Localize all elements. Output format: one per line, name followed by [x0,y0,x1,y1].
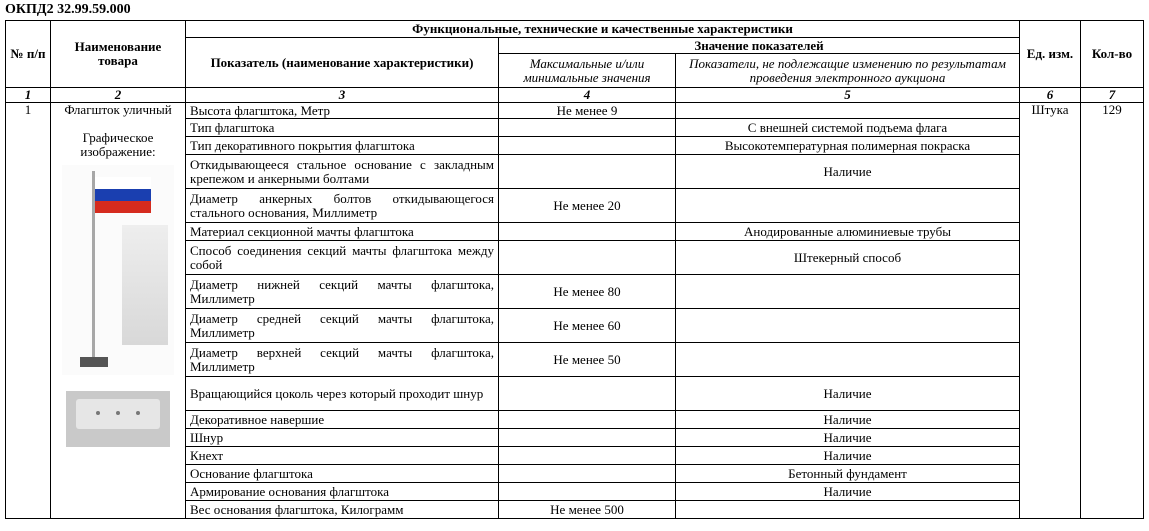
param-minmax-value [499,241,676,275]
russian-flag [95,177,151,213]
spec-table [5,20,1144,519]
param-fixed-value: Штекерный способ [676,241,1020,275]
param-minmax-value [499,377,676,411]
param-name: Тип декоративного покрытия флагштока [186,137,499,155]
header-indicator: Показатель (наименование характеристики) [186,38,499,88]
param-minmax-value [499,429,676,447]
col-number: 3 [186,88,499,103]
building-background [122,225,168,345]
param-minmax-value [499,155,676,189]
param-fixed-value [676,501,1020,519]
param-minmax-value: Не менее 80 [499,275,676,309]
item-unit: Штука [1020,103,1081,519]
param-fixed-value: С внешней системой подъема флага [676,119,1020,137]
col-number: 7 [1081,88,1144,103]
flagpole-image [62,165,174,375]
param-name: Шнур [186,429,499,447]
col-number: 6 [1020,88,1081,103]
param-name: Вес основания флагштока, Килограмм [186,501,499,519]
param-name: Высота флагштока, Метр [186,103,499,119]
param-fixed-value [676,343,1020,377]
param-name: Диаметр нижней секций мачты флагштока, Миллиметр [186,275,499,309]
param-minmax-value [499,447,676,465]
param-name: Диаметр верхней секций мачты флагштока, Миллиметр [186,343,499,377]
param-name: Вращающийся цоколь через который проходит шнур [186,377,499,411]
param-minmax-value [499,137,676,155]
flag-stripe-red [95,201,151,213]
param-fixed-value [676,103,1020,119]
param-fixed-value [676,275,1020,309]
param-name: Диаметр средней секций мачты флагштока, Миллиметр [186,309,499,343]
param-name: Способ соединения секций мачты флагштока между собой [186,241,499,275]
param-fixed-value [676,189,1020,223]
param-name: Откидывающееся стальное основание с закладным крепежом и анкерными болтами [186,155,499,189]
param-fixed-value: Высокотемпературная полимерная покраска [676,137,1020,155]
item-name: Флагшток уличный [64,102,172,117]
col-number: 1 [6,88,51,103]
item-product-cell [51,103,186,519]
param-minmax-value [499,483,676,501]
header-qty: Кол-во [1081,21,1144,88]
param-name: Основание флагштока [186,465,499,483]
anchor-bolt [96,411,100,415]
param-name: Тип флагштока [186,119,499,137]
param-fixed-value: Бетонный фундамент [676,465,1020,483]
col-number: 5 [676,88,1020,103]
anchor-bolt [116,411,120,415]
header-num: № п/п [6,21,51,88]
param-name: Материал секционной мачты флагштока [186,223,499,241]
param-fixed-value: Наличие [676,429,1020,447]
concrete-base-image [66,391,170,447]
param-minmax-value [499,119,676,137]
param-minmax-value [499,223,676,241]
header-fixed: Показатели, не подлежащие изменению по результатам проведения электронного аукциона [676,54,1020,88]
param-fixed-value: Наличие [676,377,1020,411]
flag-stripe-blue [95,189,151,201]
param-fixed-value: Наличие [676,411,1020,429]
header-unit: Ед. изм. [1020,21,1081,88]
param-fixed-value: Наличие [676,483,1020,501]
param-minmax-value: Не менее 9 [499,103,676,119]
flagpole-foot [80,357,108,367]
param-minmax-value: Не менее 50 [499,343,676,377]
param-minmax-value [499,411,676,429]
header-product: Наименование товара [51,21,186,88]
anchor-bolt [136,411,140,415]
param-minmax-value: Не менее 20 [499,189,676,223]
col-number: 2 [51,88,186,103]
param-minmax-value: Не менее 500 [499,501,676,519]
param-fixed-value: Наличие [676,447,1020,465]
param-fixed-value: Анодированные алюминиевые трубы [676,223,1020,241]
param-minmax-value: Не менее 60 [499,309,676,343]
graphic-label: Графическое изображение: [80,130,156,159]
item-quantity: 129 [1081,103,1144,519]
param-fixed-value: Наличие [676,155,1020,189]
col-number: 4 [499,88,676,103]
column-numbers-row [6,88,1144,103]
header-values-group: Значение показателей [499,38,1020,54]
item-number: 1 [6,103,51,519]
okpd-code: ОКПД2 32.99.59.000 [5,2,131,17]
characteristic-row [6,103,1144,119]
param-name: Армирование основания флагштока [186,483,499,501]
flag-stripe-white [95,177,151,189]
header-minmax: Максимальные и/или минимальные значения [499,54,676,88]
param-name: Кнехт [186,447,499,465]
header-functional: Функциональные, технические и качественные характеристики [186,21,1020,38]
param-name: Декоративное навершие [186,411,499,429]
param-name: Диаметр анкерных болтов откидывающегося стального основания, Миллиметр [186,189,499,223]
param-fixed-value [676,309,1020,343]
param-minmax-value [499,465,676,483]
